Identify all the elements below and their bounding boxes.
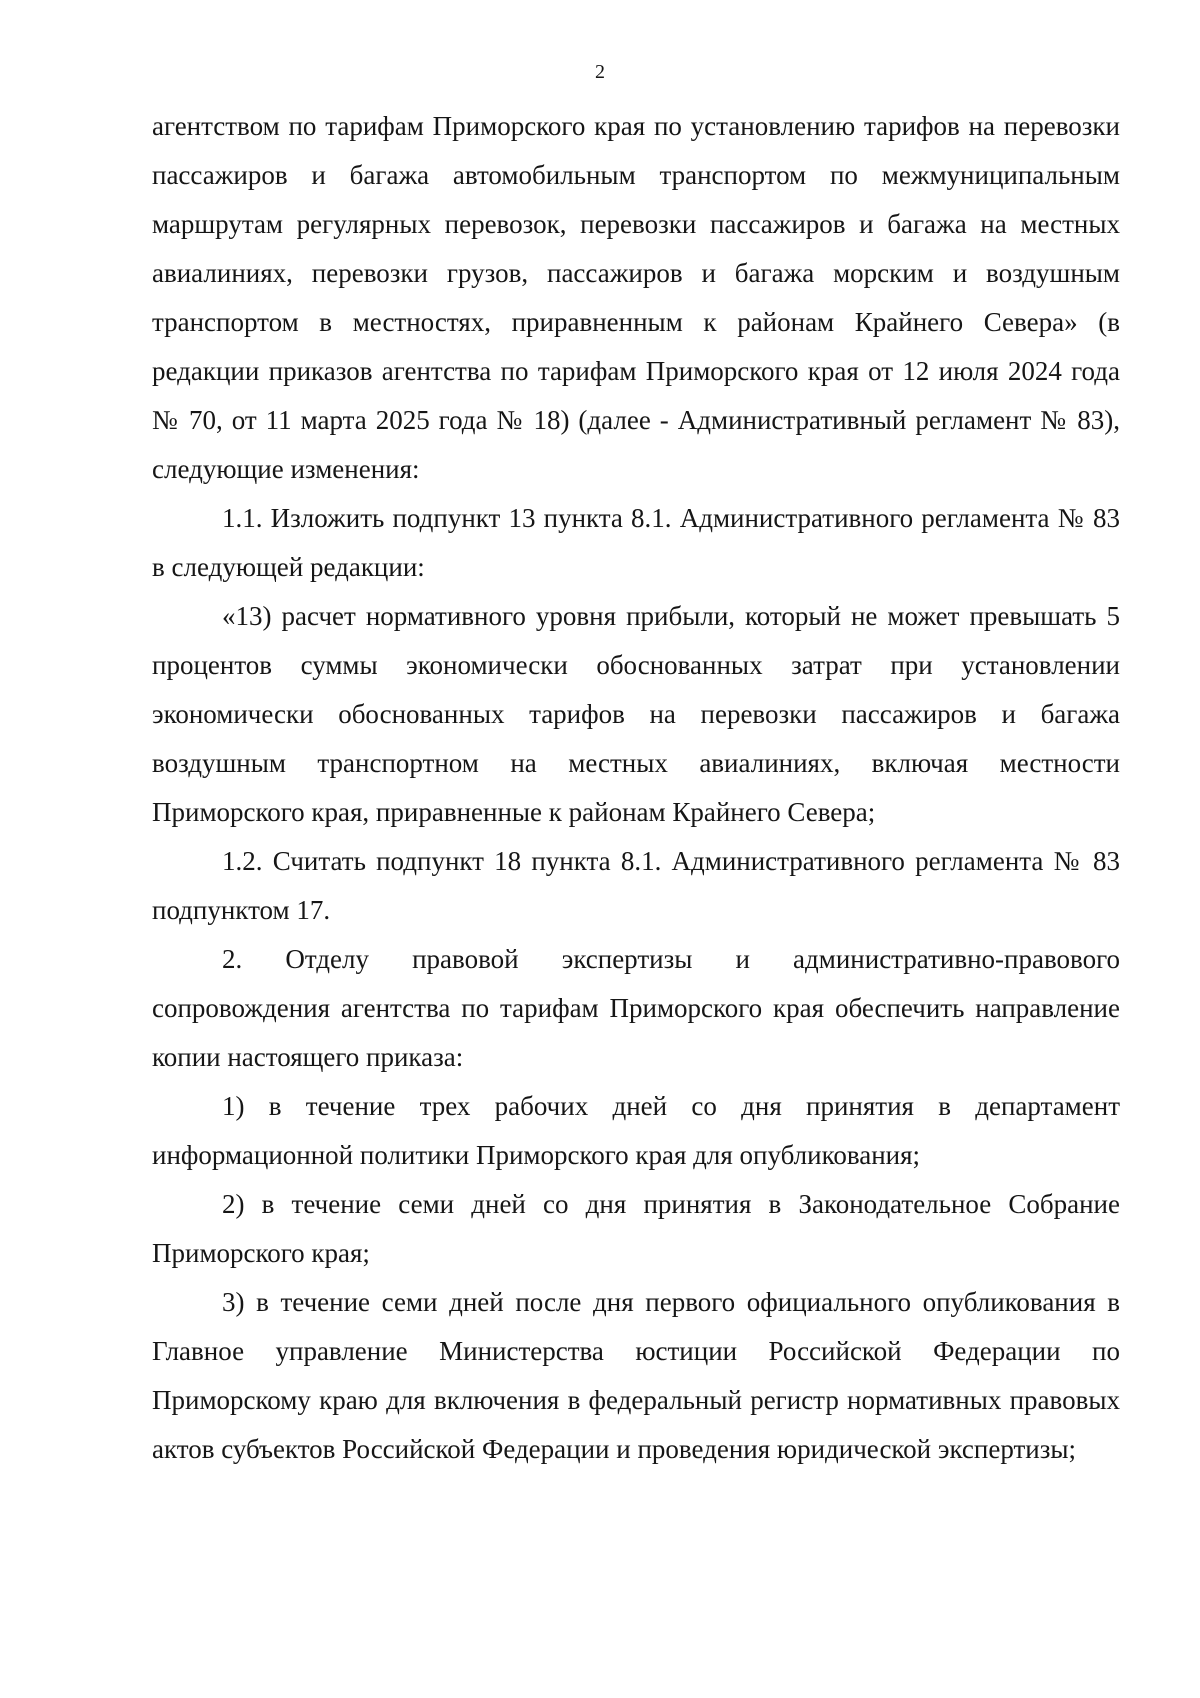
paragraph-regulation-reference: агентством по тарифам Приморского края по установлению тарифов на перевозки пассажиров и багажа автомобильным транспортом по межмуниципальным маршрутам регулярных перевозок, перевозки пассажиров и багажа на местных авиалиниях, перевозки грузов, пассажиров и багажа морским и воздушным транспортом в местностях, приравненным к районам Крайнего Севера» (в редакции приказов агентства по тарифам Приморского края от 12 июля 2024 года № 70, от 11 марта 2025 года № 18) (далее - Административный регламент № 83), следующие изменения:	[152, 111, 1120, 484]
paragraph-item-1-1: 1.1. Изложить подпункт 13 пункта 8.1. Административного регламента № 83 в следующей редакции:	[152, 503, 1120, 582]
page-number: 2	[595, 61, 605, 83]
document-body	[152, 102, 1120, 1474]
paragraph-item-2: 2. Отделу правовой экспертизы и административно-правового сопровождения агентства по тарифам Приморского края обеспечить направление копии настоящего приказа:	[152, 944, 1120, 1072]
paragraph-item-2-2: 2) в течение семи дней со дня принятия в Законодательное Собрание Приморского края;	[152, 1189, 1120, 1268]
paragraph-item-1-2: 1.2. Считать подпункт 18 пункта 8.1. Административного регламента № 83 подпунктом 17.	[152, 846, 1120, 925]
paragraph-item-2-1: 1) в течение трех рабочих дней со дня принятия в департамент информационной политики Приморского края для опубликования;	[152, 1091, 1120, 1170]
paragraph-subitem-13: «13) расчет нормативного уровня прибыли, который не может превышать 5 процентов суммы экономически обоснованных затрат при установлении экономически обоснованных тарифов на перевозки пассажиров и багажа воздушным транспортном на местных авиалиниях, включая местности Приморского края, приравненные к районам Крайнего Севера;	[152, 601, 1120, 827]
paragraph-item-2-3: 3) в течение семи дней после дня первого официального опубликования в Главное управление Министерства юстиции Российской Федерации по Приморскому краю для включения в федеральный регистр нормативных правовых актов субъектов Российской Федерации и проведения юридической экспертизы;	[152, 1287, 1120, 1464]
